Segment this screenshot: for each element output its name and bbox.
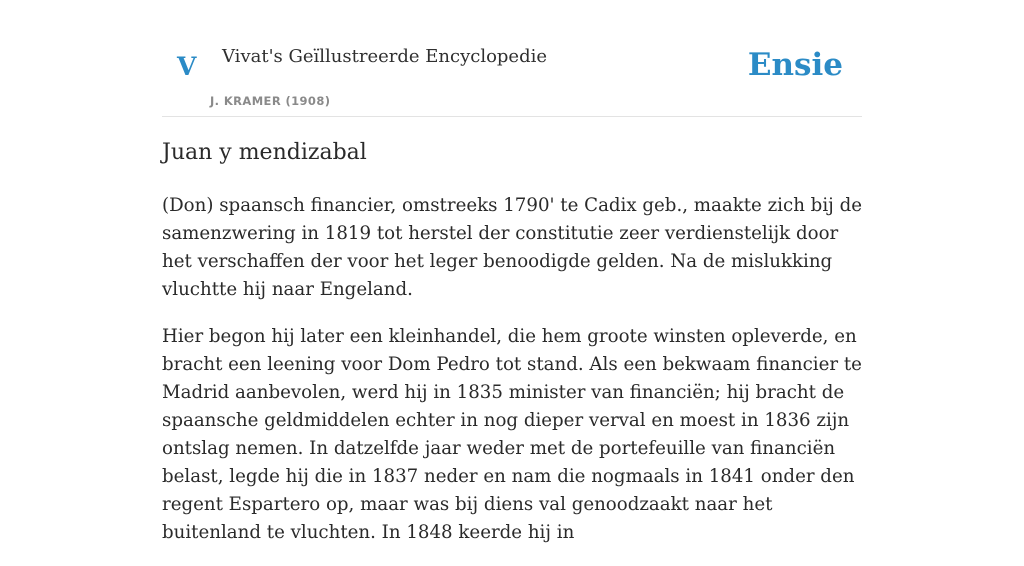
- site-header: [162, 0, 862, 117]
- entry-title: Juan y mendizabal: [162, 140, 367, 165]
- book-author: J. KRAMER (1908): [210, 94, 331, 108]
- brand-logo[interactable]: Ensie: [747, 47, 843, 83]
- entry-paragraph: Hier begon hij later een kleinhandel, die hem groote winsten opleverde, en bracht een leening voor Dom Pedro tot stand. Als een bekwaam financier te Madrid aanbevolen, werd hij in 1835 minister van financiën; hij bracht de spaansche geldmiddelen echter in nog dieper verval en moest in 1836 zijn ontslag nemen. In datzelfde jaar weder met de portefeuille van financiën belast, legde hij die in 1837 neder en nam die nogmaals in 1841 onder den regent Espartero op, maar was bij diens val genoodzaakt naar het buitenland te vluchten. In 1848 keerde hij in: [162, 326, 862, 543]
- entry-body: [162, 192, 862, 566]
- entry-paragraph: (Don) spaansch financier, omstreeks 1790' te Cadix geb., maakte zich bij de samenzwering in 1819 tot herstel der constitutie zeer verdienstelijk door het verschaffen der voor het leger benoodigde gelden. Na de mislukking vluchtte hij naar Engeland.: [162, 195, 862, 300]
- book-logo-icon[interactable]: V: [177, 52, 197, 81]
- book-title[interactable]: Vivat's Geïllustreerde Encyclopedie: [222, 46, 548, 67]
